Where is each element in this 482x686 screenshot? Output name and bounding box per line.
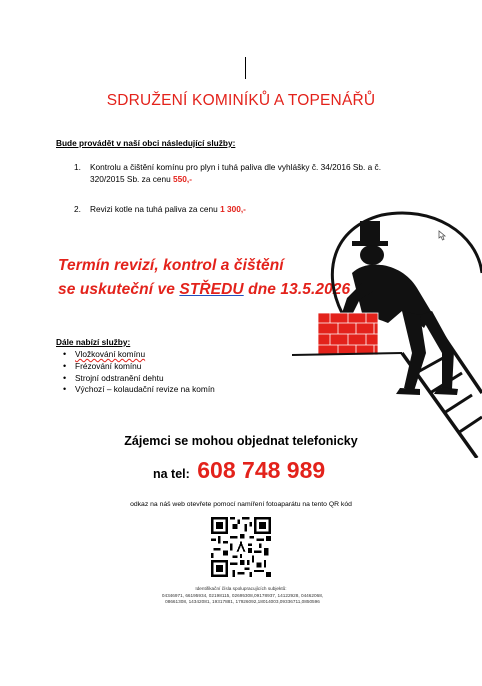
id-section-list <box>140 593 345 606</box>
phone-number: 608 748 989 <box>197 457 326 483</box>
text-cursor <box>245 57 246 79</box>
term-suffix: dne 13.5.2026 <box>248 281 351 298</box>
term-prefix: se uskuteční ve <box>58 281 175 298</box>
list-item: • Vložkování komínu <box>75 349 215 361</box>
list-item: • Frézování komínu <box>75 361 215 373</box>
service-number: 2. <box>74 204 81 214</box>
service-price: 550,- <box>173 173 192 184</box>
contact-line: Zájemci se mohou objednat telefonicky <box>124 434 358 448</box>
qr-code[interactable] <box>211 517 271 577</box>
list-item: • Strojní odstranění dehtu <box>75 373 215 385</box>
id-section-title: Identifikační čísla spolupracujících subjektů: <box>195 586 287 591</box>
more-services-heading: Dále nabízí služby: <box>56 337 131 347</box>
chimney-sweep-illustration <box>292 203 482 458</box>
more-services-list <box>75 349 215 396</box>
service-text-line2: 320/2015 Sb. za cenu <box>90 173 171 184</box>
service-item-1 <box>74 162 382 185</box>
web-note: odkaz na náš web otevřete pomocí namíření fotoaparátu na tento QR kód <box>130 501 352 508</box>
service-text-line1: Kontrolu a čištění komínu pro plyn i tuhá paliva dle vyhlášky č. 34/2016 Sb. a č. <box>90 162 382 172</box>
service-price: 1 300,- <box>220 204 246 214</box>
phone-row <box>153 457 325 484</box>
document-title: SDRUŽENÍ KOMINÍKŮ A TOPENÁŘŮ <box>106 92 376 109</box>
mouse-pointer-icon <box>437 230 447 241</box>
term-line-1: Termín revizí, kontrol a čištění <box>58 257 284 274</box>
services-intro: Bude provádět v naší obci následující služby: <box>56 138 236 148</box>
service-text: Revizi kotle na tuhá paliva za cenu <box>90 204 218 214</box>
service-item-2 <box>74 204 246 216</box>
phone-label: na tel: <box>153 467 190 481</box>
term-day: STŘEDU <box>179 281 244 298</box>
list-item: • Výchozí – kolaudační revize na komín <box>75 384 215 396</box>
id-line: 04346971, 66195934, 02198115, 02695308,09178937, 14122928, 04462068, <box>161 593 324 598</box>
id-line: 08661308, 14342081, 19317881, 17926092,18014003,09336711,0850596 <box>165 599 320 605</box>
service-number: 1. <box>74 162 81 172</box>
